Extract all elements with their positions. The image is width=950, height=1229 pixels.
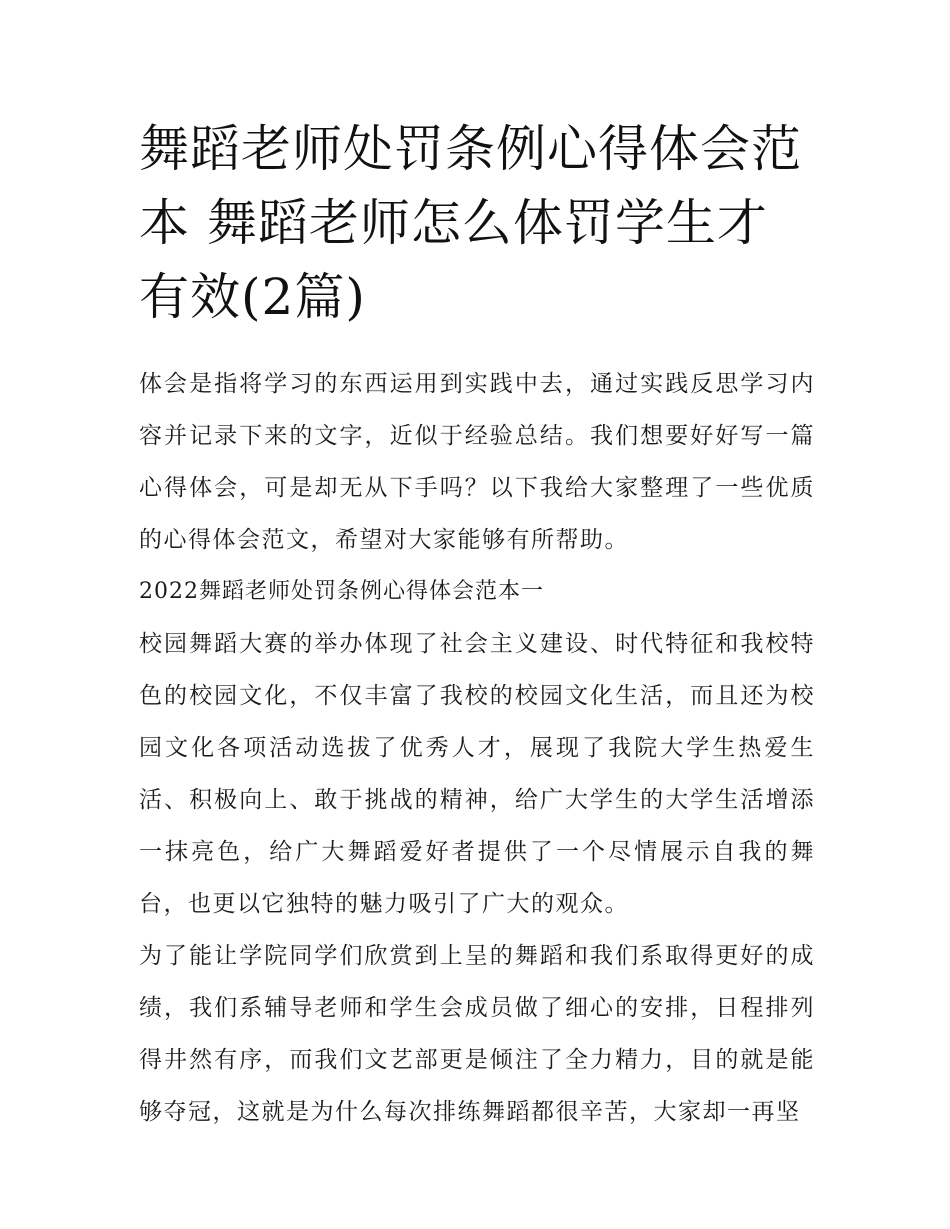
- page-title: 舞蹈老师处罚条例心得体会范本 舞蹈老师怎么体罚学生才有效(2篇): [139, 120, 802, 326]
- body-paragraph-1: 校园舞蹈大赛的举办体现了社会主义建设、时代特征和我校特色的校园文化，不仅丰富了我校的校园文化生活，而且还为校园文化各项活动选拔了优秀人才，展现了我院大学生热爱生活、积极向上、敢于挑战的精神，给广大学生的大学生活增添一抹亮色，给广大舞蹈爱好者提供了一个尽情展示自我的舞台，也更以它独特的魅力吸引了广大的观众。: [139, 631, 815, 917]
- document-body: [139, 112, 815, 1138]
- section-heading: 2022舞蹈老师处罚条例心得体会范本一: [139, 579, 544, 604]
- intro-paragraph: 体会是指将学习的东西运用到实践中去，通过实践反思学习内容并记录下来的文字，近似于经验总结。我们想要好好写一篇心得体会，可是却无从下手吗？以下我给大家整理了一些优质的心得体会范文，希望对大家能够有所帮助。: [139, 371, 815, 553]
- body-paragraph-2: 为了能让学院同学们欣赏到上呈的舞蹈和我们系取得更好的成绩，我们系辅导老师和学生会成员做了细心的安排，日程排列得井然有序，而我们文艺部更是倾注了全力精力，目的就是能够夺冠，这就是为什么每次排练舞蹈都很辛苦，大家却一再坚: [139, 943, 815, 1125]
